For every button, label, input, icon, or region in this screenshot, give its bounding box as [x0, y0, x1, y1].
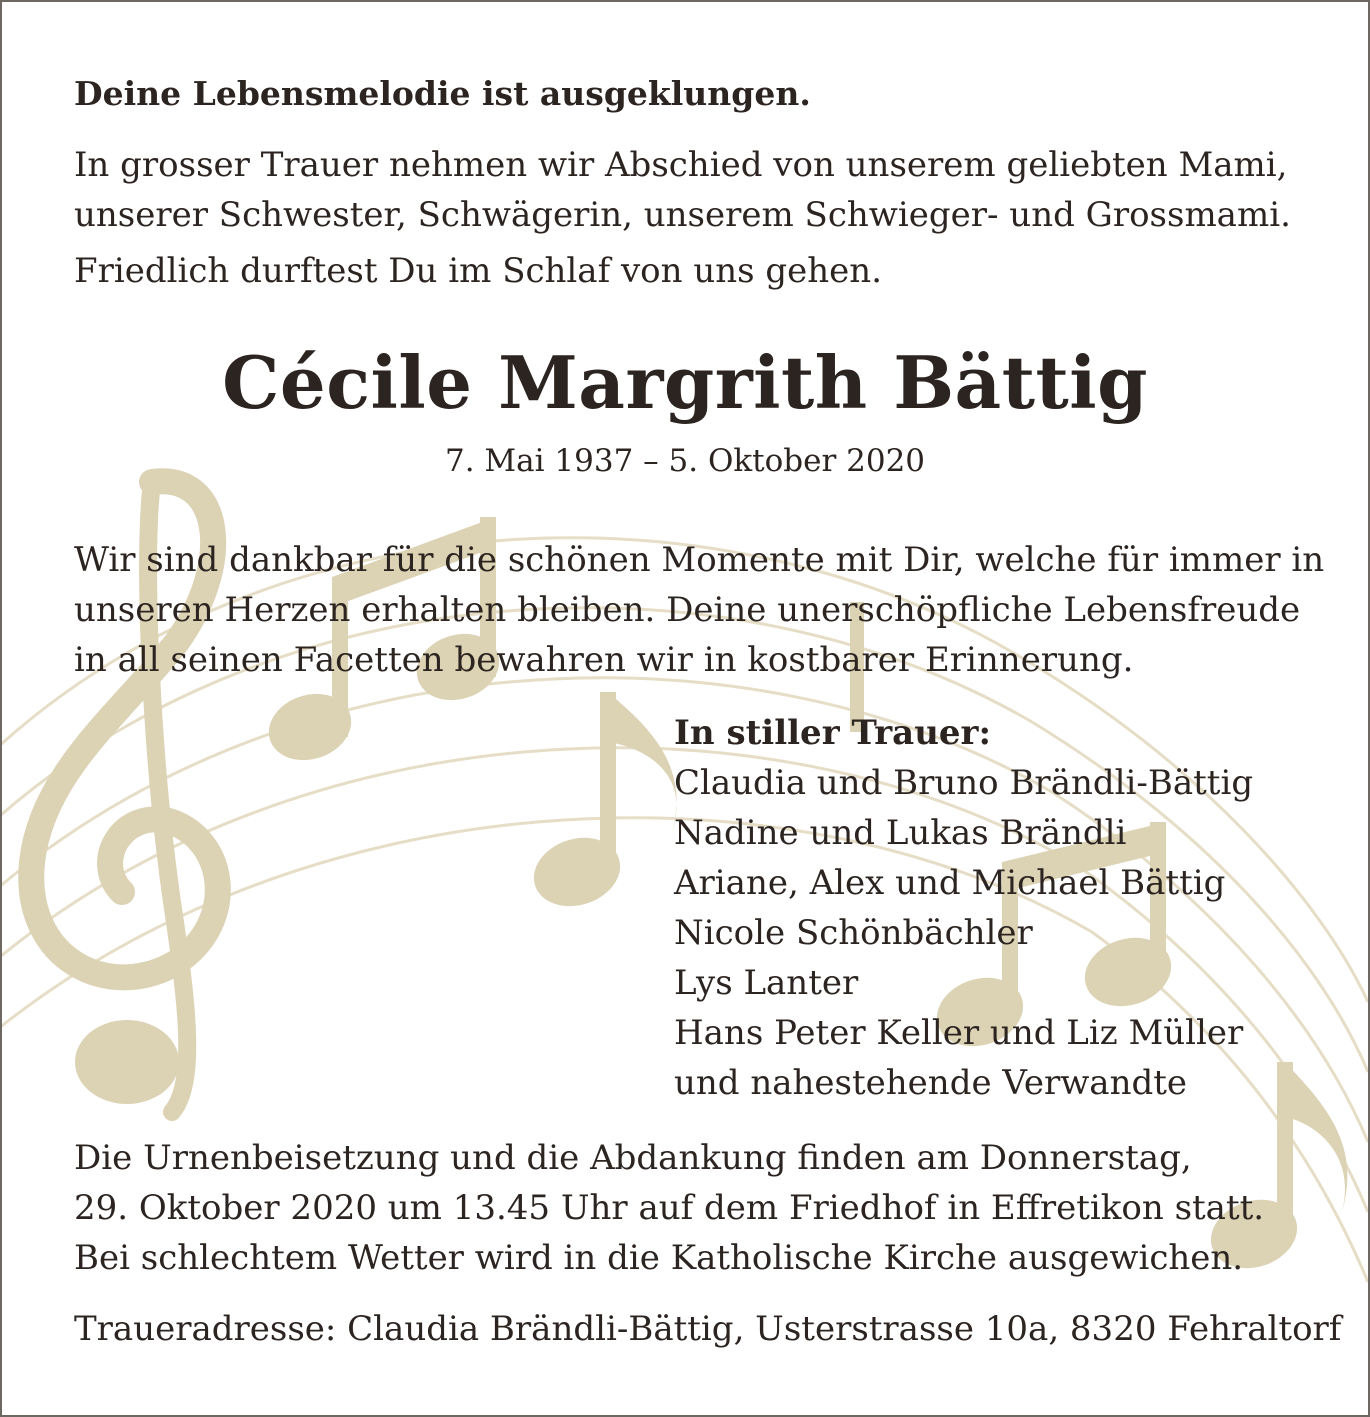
lead-line: Deine Lebensmelodie ist ausgeklungen. — [74, 74, 811, 113]
intro-line: In grosser Trauer nehmen wir Abschied von unserem geliebten Mami, — [74, 145, 1288, 185]
life-dates: 7. Mai 1937 – 5. Oktober 2020 — [444, 443, 926, 479]
thanks-line: in all seinen Facetten bewahren wir in kostbarer Erinnerung. — [74, 640, 1134, 680]
mourners-heading: In stiller Trauer: — [674, 713, 992, 753]
intro-closing-line: Friedlich durftest Du im Schlaf von uns gehen. — [74, 251, 882, 291]
intro-line: unserer Schwester, Schwägerin, unserem Schwieger- und Grossmami. — [74, 195, 1291, 235]
mourner-entry: Claudia und Bruno Brändli-Bättig — [674, 763, 1254, 803]
mourners-list — [674, 708, 1253, 1108]
music-note-icon — [525, 692, 677, 917]
mourner-entry: Nadine und Lukas Brändli — [674, 813, 1127, 853]
mourner-entry: Hans Peter Keller und Liz Müller — [674, 1013, 1244, 1053]
mourner-entry: Lys Lanter — [674, 963, 859, 1003]
ceremony-line: Die Urnenbeisetzung und die Abdankung finden am Donnerstag, — [74, 1138, 1192, 1178]
thanks-line: unseren Herzen erhalten bleiben. Deine unerschöpfliche Lebensfreude — [74, 590, 1301, 630]
mourner-entry: Nicole Schönbächler — [674, 913, 1033, 953]
thanks-paragraph — [74, 535, 1324, 685]
ceremony-line: 29. Oktober 2020 um 13.45 Uhr auf dem Friedhof in Effretikon statt. — [74, 1188, 1265, 1228]
mourning-address: Traueradresse: Claudia Brändli-Bättig, Usterstrasse 10a, 8320 Fehraltorf — [74, 1309, 1342, 1349]
deceased-name: Cécile Margrith Bättig — [222, 340, 1148, 425]
intro-paragraph — [74, 140, 1291, 240]
mourner-entry: Ariane, Alex und Michael Bättig — [674, 863, 1226, 903]
ceremony-line: Bei schlechtem Wetter wird in die Katholische Kirche ausgewichen. — [74, 1238, 1244, 1278]
thanks-line: Wir sind dankbar für die schönen Momente mit Dir, welche für immer in — [74, 540, 1325, 580]
mourner-entry: und nahestehende Verwandte — [674, 1063, 1188, 1103]
ceremony-paragraph — [74, 1133, 1264, 1283]
